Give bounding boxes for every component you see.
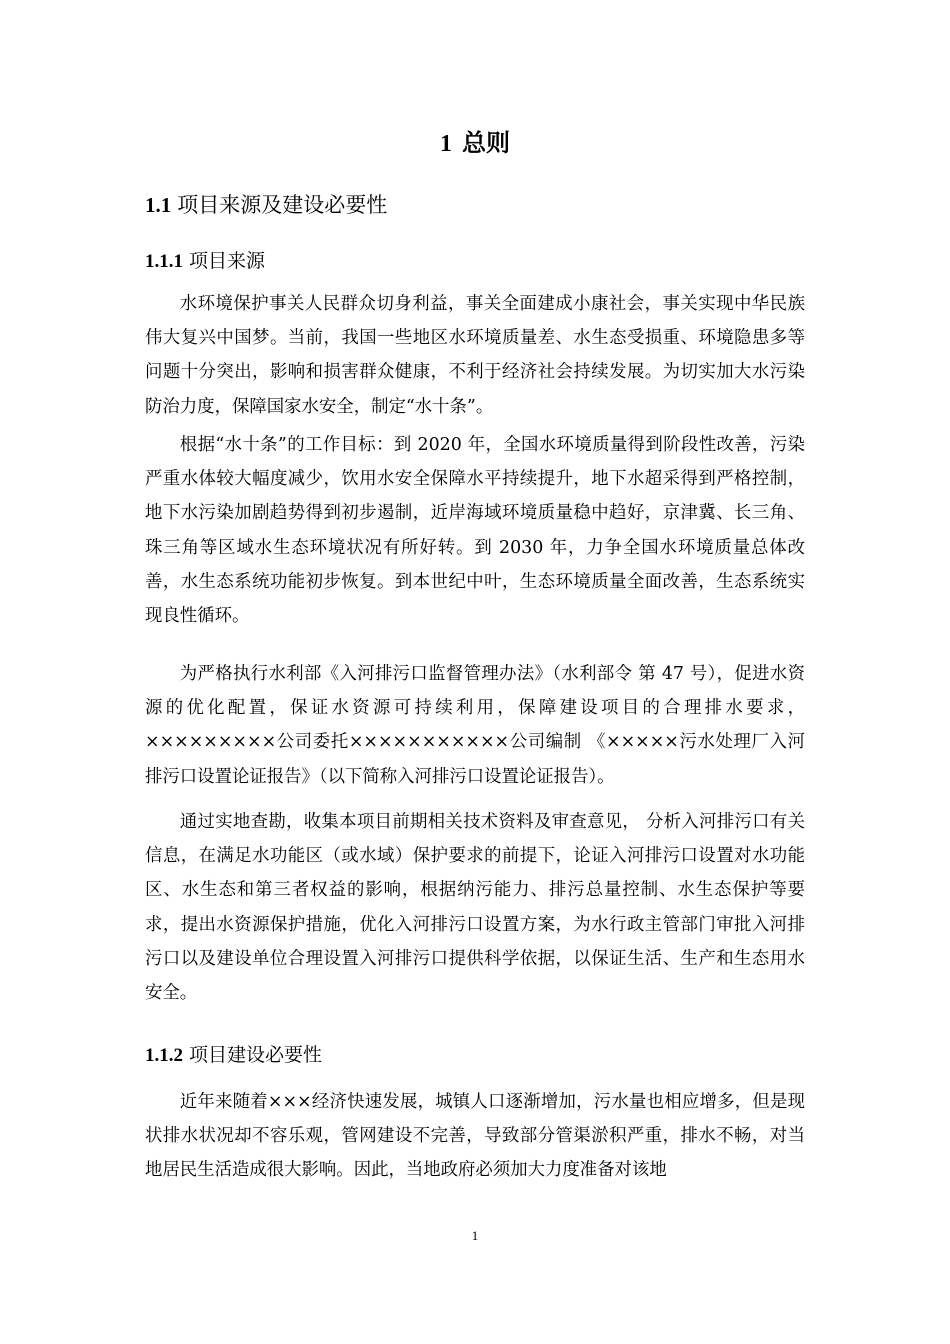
subsection-title: 项目来源: [189, 250, 266, 272]
subsection-heading-1-1-2: [145, 1041, 322, 1070]
chapter-title-text: 总则: [462, 128, 510, 157]
paragraph: 通过实地查勘，收集本项目前期相关技术资料及审查意见， 分析入河排污口有关信息，在满足水功能区（或水域）保护要求的前提下，论证入河排污口设置对水功能区、水生态和第三者权益的影响，根据纳污能力、排污总量控制、水生态保护等要求，提出水资源保护措施，优化入河排污口设置方案，为水行政主管部门审批入河排污口以及建设单位合理设置入河排污口提供科学依据，以保证生活、生产和生态用水安全。: [145, 812, 805, 1004]
subsection-number: 1.1.2: [145, 1045, 183, 1066]
section-title: 项目来源及建设必要性: [177, 193, 388, 217]
chapter-number: 1: [440, 131, 452, 157]
paragraph: 水环境保护事关人民群众切身利益，事关全面建成小康社会，事关实现中华民族伟大复兴中国梦。当前，我国一些地区水环境质量差、水生态受损重、环境隐患多等问题十分突出，影响和损害群众健康，不利于经济社会持续发展。为切实加大水污染防治力度，保障国家水安全，制定“水十条”。: [145, 294, 805, 417]
section-number: 1.1: [145, 193, 172, 217]
subsection-number: 1.1.1: [145, 251, 183, 272]
paragraph: 根据“水十条”的工作目标：到 2020 年，全国水环境质量得到阶段性改善，污染严重水体较大幅度减少，饮用水安全保障水平持续提升，地下水超采得到严格控制，地下水污染加剧趋势得到初步遏制，近岸海域环境质量稳中趋好，京津冀、长三角、珠三角等区域水生态环境状况有所好转。到 2030 年，力争全国水环境质量总体改善，水生态系统功能初步恢复。到本世纪中叶，生态环境质量全面改善，生态系统实现良性循环。: [145, 435, 805, 627]
paragraph: 近年来随着×××经济快速发展，城镇人口逐渐增加，污水量也相应增多，但是现状排水状况却不容乐观，管网建设不完善，导致部分管渠淤积严重，排水不畅，对当地居民生活造成很大影响。因此，当地政府必须加大力度准备对该地: [145, 1092, 805, 1181]
subsection-title: 项目建设必要性: [189, 1044, 323, 1066]
chapter-title: [0, 126, 950, 161]
page-number: 1: [471, 1228, 479, 1243]
paragraph: 为严格执行水利部《入河排污口监督管理办法》（水利部令 第 47 号），促进水资源的优化配置，保证水资源可持续利用，保障建设项目的合理排水要求，×××××××××公司委托×××××××××××公司编制 《×××××污水处理厂入河排污口设置论证报告》（以下简称入河排污口设置论证报告）。: [145, 664, 805, 787]
section-heading-1-1: [145, 190, 387, 220]
subsection-heading-1-1-1: [145, 247, 265, 276]
